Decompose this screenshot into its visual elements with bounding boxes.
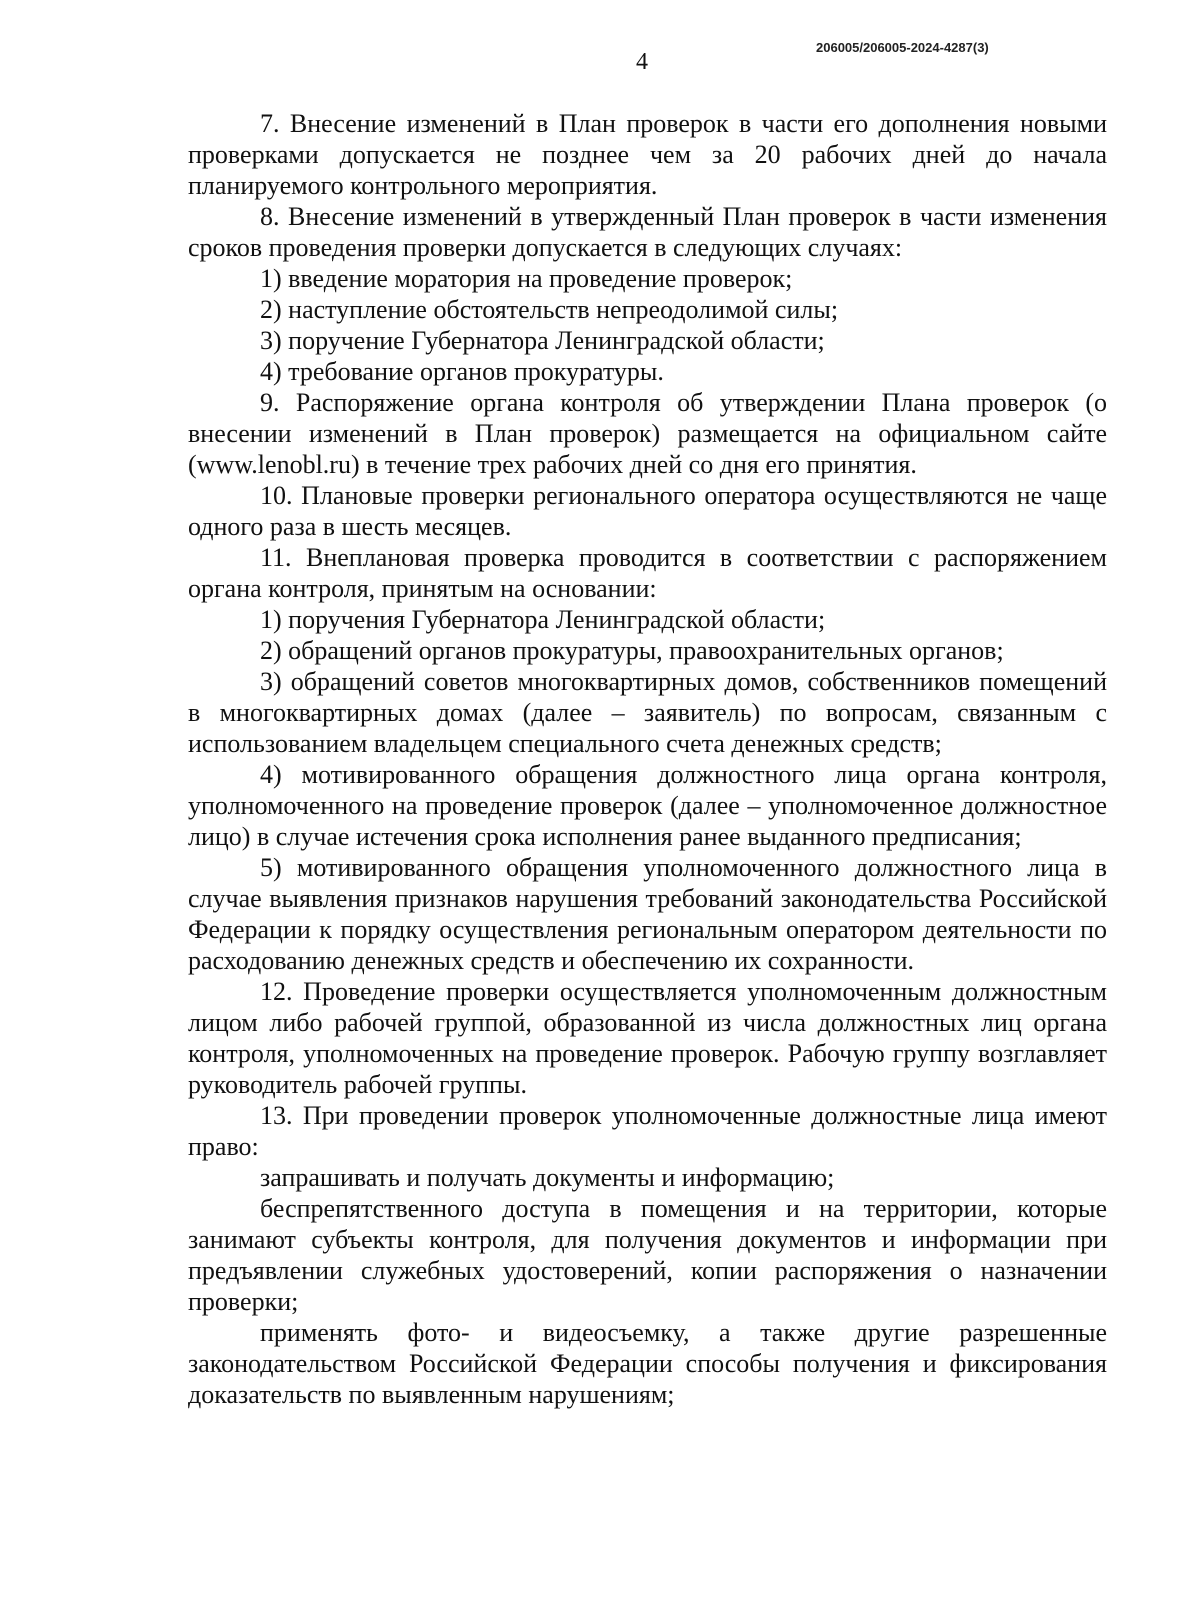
right-item-photo-video: применять фото- и видеосъемку, а также другие разрешенные законодательством Российской Федерации способы получения и фиксирования доказательств по выявленным нарушениям; [188, 1318, 1107, 1409]
list-item-11-1: 1) поручения Губернатора Ленинградской области; [260, 605, 826, 634]
list-item-8-3: 3) поручение Губернатора Ленинградской области; [260, 326, 825, 355]
list-item-11-5: 5) мотивированного обращения уполномоченного должностного лица в случае выявления признаков нарушения требований законодательства Российской Федерации к порядку осуществления региональным оператором деятельности по расходованию денежных средств и обеспечению их сохранности. [188, 853, 1107, 975]
list-item-8-1: 1) введение моратория на проведение проверок; [260, 264, 793, 293]
list-item-11-3: 3) обращений советов многоквартирных домов, собственников помещений в многоквартирных домах (далее – заявитель) по вопросам, связанным с использованием владельцем специального счета денежных средств; [188, 667, 1107, 758]
right-item-request-documents: запрашивать и получать документы и информацию; [260, 1163, 835, 1192]
paragraph-13: 13. При проведении проверок уполномоченные должностные лица имеют право: [188, 1101, 1107, 1161]
paragraph-11: 11. Внеплановая проверка проводится в соответствии с распоряжением органа контроля, принятым на основании: [188, 543, 1107, 603]
document-reference-number: 206005/206005-2024-4287(3) [816, 40, 989, 55]
list-item-11-4: 4) мотивированного обращения должностного лица органа контроля, уполномоченного на проведение проверок (далее – уполномоченное должностное лицо) в случае истечения срока исполнения ранее выданного предписания; [188, 760, 1107, 851]
list-item-8-2: 2) наступление обстоятельств непреодолимой силы; [260, 295, 839, 324]
paragraph-12: 12. Проведение проверки осуществляется уполномоченным должностным лицом либо рабочей группой, образованной из числа должностных лиц органа контроля, уполномоченных на проведение проверок. Рабочую группу возглавляет руководитель рабочей группы. [188, 977, 1107, 1099]
paragraph-7: 7. Внесение изменений в План проверок в части его дополнения новыми проверками допускается не позднее чем за 20 рабочих дней до начала планируемого контрольного мероприятия. [188, 109, 1107, 200]
document-body [188, 108, 1107, 1410]
list-item-8-4: 4) требование органов прокуратуры. [260, 357, 664, 386]
list-item-11-2: 2) обращений органов прокуратуры, правоохранительных органов; [260, 636, 1004, 665]
paragraph-9: 9. Распоряжение органа контроля об утверждении Плана проверок (о внесении изменений в План проверок) размещается на официальном сайте (www.lenobl.ru) в течение трех рабочих дней со дня его принятия. [188, 388, 1107, 479]
paragraph-10: 10. Плановые проверки регионального оператора осуществляются не чаще одного раза в шесть месяцев. [188, 481, 1107, 541]
right-item-access-premises: беспрепятственного доступа в помещения и на территории, которые занимают субъекты контроля, для получения документов и информации при предъявлении служебных удостоверений, копии распоряжения о назначении проверки; [188, 1194, 1107, 1316]
paragraph-8: 8. Внесение изменений в утвержденный План проверок в части изменения сроков проведения проверки допускается в следующих случаях: [188, 202, 1107, 262]
page-number: 4 [636, 49, 648, 75]
